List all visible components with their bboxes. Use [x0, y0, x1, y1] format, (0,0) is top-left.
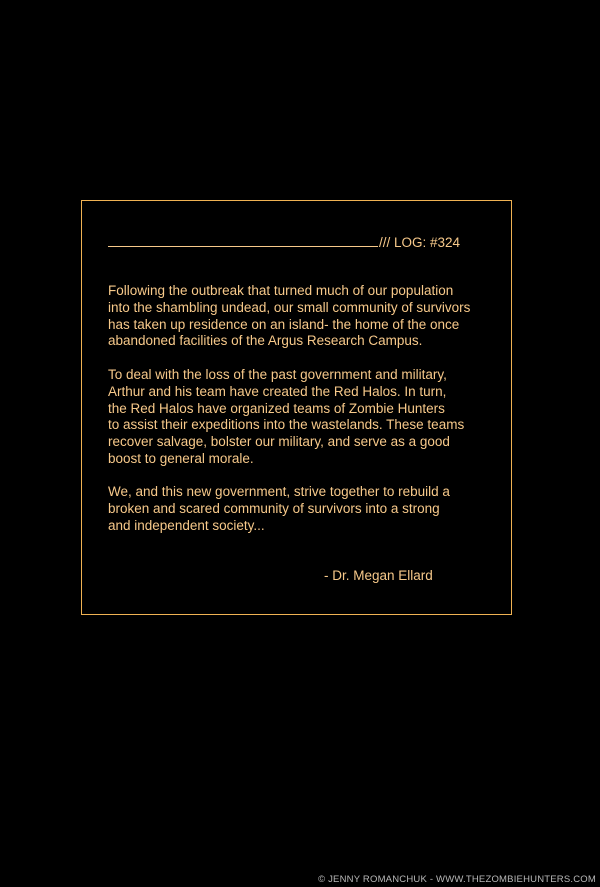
- header-underline: [108, 233, 378, 247]
- copyright-notice: © JENNY ROMANCHUK - WWW.THEZOMBIEHUNTERS.COM: [318, 874, 596, 885]
- log-paragraph: To deal with the loss of the past government and military, Arthur and his team have created the Red Halos. In turn, the Red Halos have organized teams of Zombie Hunters to assist their expeditions into the wastelands. These teams recover salvage, bolster our military, and serve as a good boost to general morale.: [108, 367, 465, 466]
- log-number: /// LOG: #324: [379, 235, 461, 250]
- log-panel: [81, 200, 512, 615]
- log-paragraph: We, and this new government, strive together to rebuild a broken and scared community of survivors into a strong and independent society...: [108, 484, 450, 533]
- log-header: [108, 233, 460, 251]
- log-signature: - Dr. Megan Ellard: [324, 568, 433, 583]
- log-paragraph: Following the outbreak that turned much of our population into the shambling undead, our small community of survivors has taken up residence on an island- the home of the once abandoned facilities of the Argus Research Campus.: [108, 283, 471, 349]
